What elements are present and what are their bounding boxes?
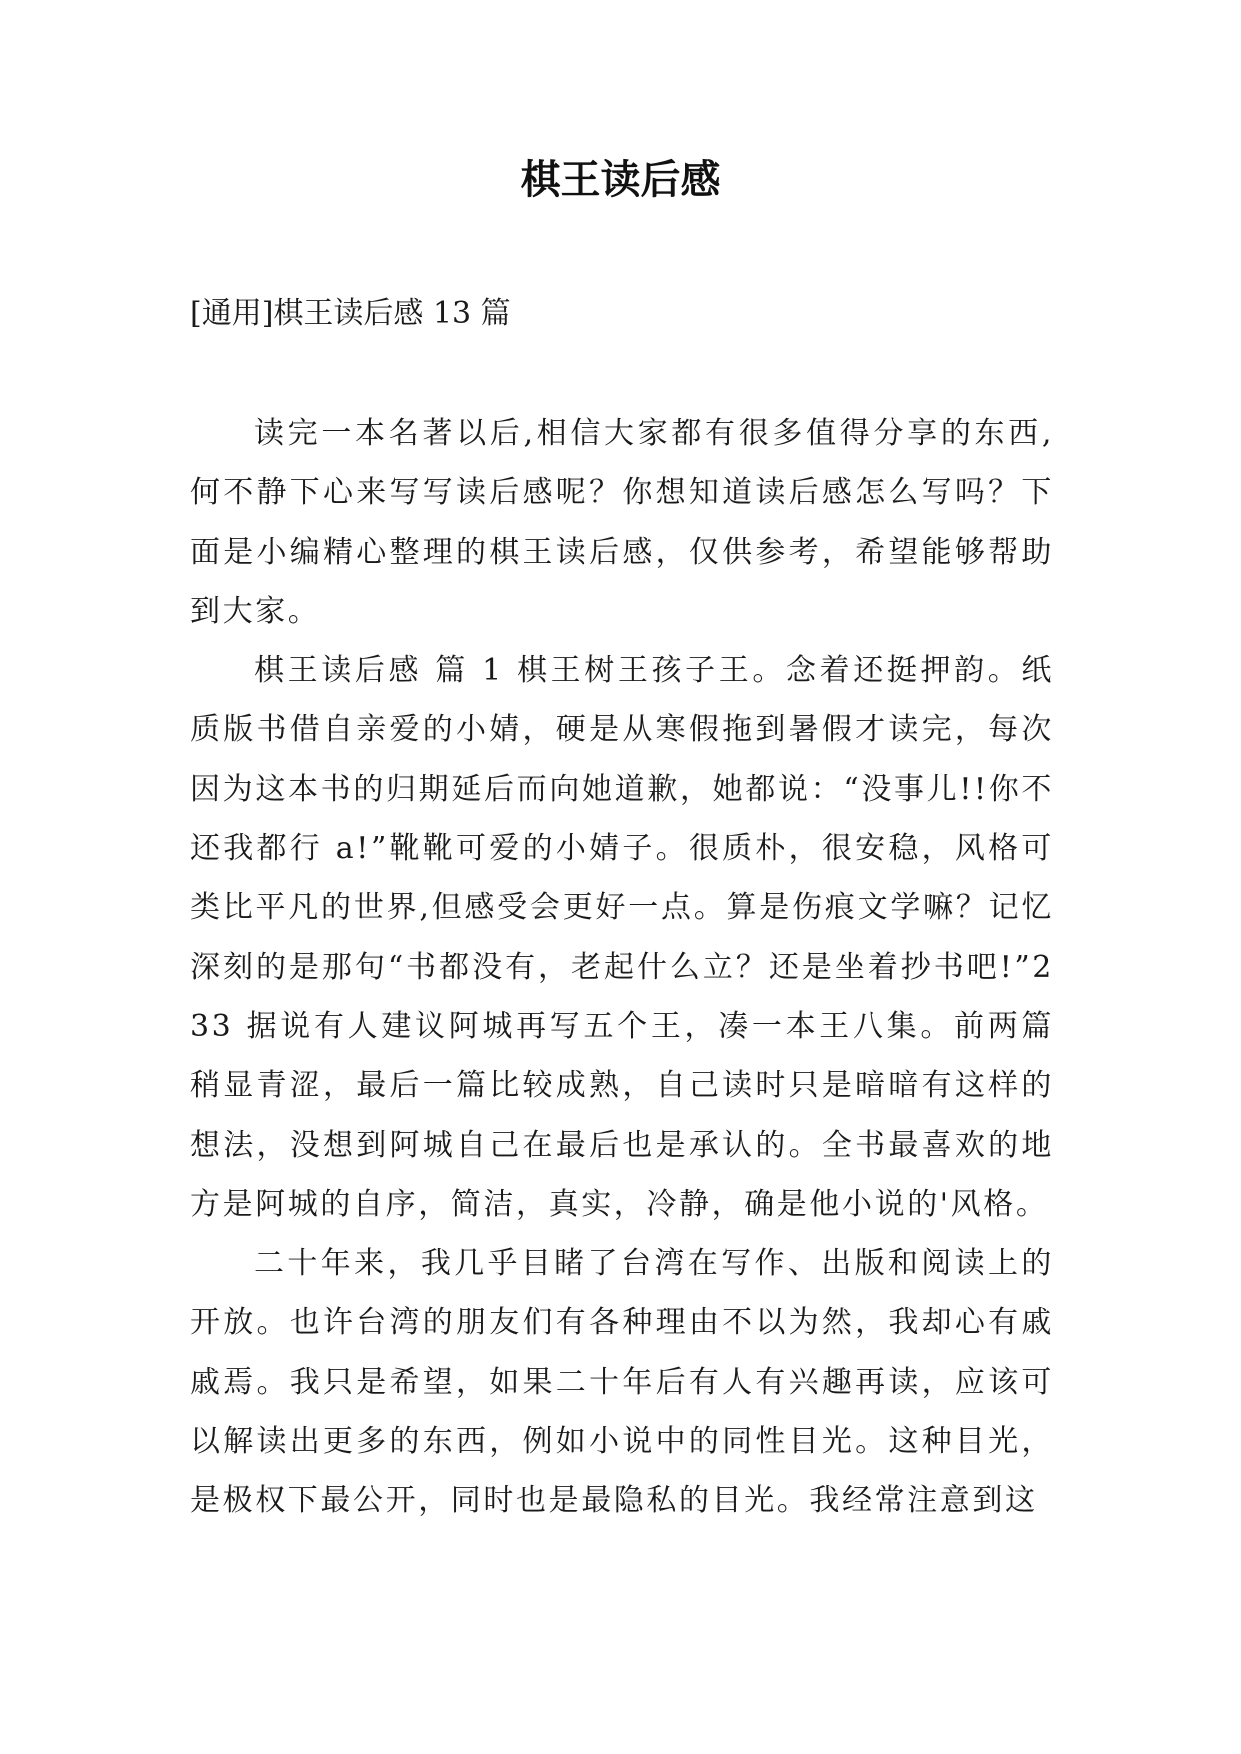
document-body — [190, 404, 1054, 1531]
paragraph-essay-1-continued: 二十年来，我几乎目睹了台湾在写作、出版和阅读上的开放。也许台湾的朋友们有各种理由不以为然，我却心有戚戚焉。我只是希望，如果二十年后有人有兴趣再读，应该可以解读出更多的东西，例如小说中的同性目光。这种目光，是极权下最公开，同时也是最隐私的目光。我经常注意到这 — [190, 1246, 1054, 1519]
paragraph-intro: 读完一本名著以后,相信大家都有很多值得分享的东西,何不静下心来写写读后感呢？你想知道读后感怎么写吗？下面是小编精心整理的棋王读后感，仅供参考，希望能够帮助到大家。 — [190, 416, 1054, 629]
document-subtitle: [通用]棋王读后感 13 篇 — [190, 296, 511, 331]
page-title: 棋王读后感 — [520, 157, 721, 203]
paragraph-essay-1: 棋王读后感 篇 1 棋王树王孩子王。念着还挺押韵。纸质版书借自亲爱的小婧，硬是从寒假拖到暑假才读完，每次因为这本书的归期延后而向她道歉，她都说：“没事儿!!你不还我都行 a!”靴靴可爱的小婧子。很质朴，很安稳，风格可类比平凡的世界,但感受会更好一点。算是伤痕文学嘛？记忆深刻的是那句“书都没有，老起什么立？还是坐着抄书吧!”233 据说有人建议阿城再写五个王，凑一本王八集。前两篇稍显青涩，最后一篇比较成熟，自己读时只是暗暗有这样的想法，没想到阿城自己在最后也是承认的。全书最喜欢的地方是阿城的自序，简洁，真实，冷静，确是他小说的'风格。 — [190, 653, 1054, 1222]
